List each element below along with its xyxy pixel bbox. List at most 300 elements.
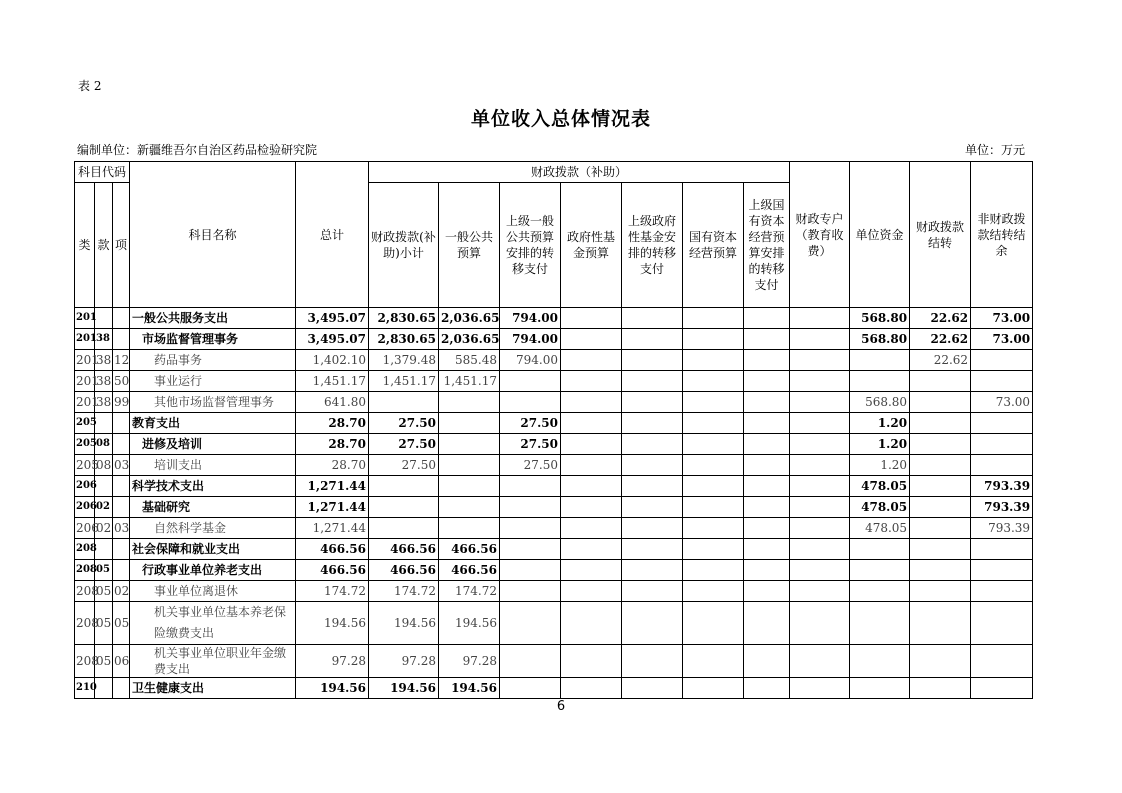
cell-name: 科学技术支出: [130, 476, 296, 497]
cell-upper-state-capital: [744, 518, 790, 539]
cell-upper-general: [500, 602, 561, 645]
code-xiang: [113, 560, 130, 581]
code-lei: 210: [75, 678, 95, 699]
cell-gov-fund: [561, 518, 622, 539]
header-fiscal-subtotal: 财政拨款(补助)小计: [369, 183, 439, 308]
cell-unit-funds: [850, 560, 910, 581]
code-kuan: 38: [95, 392, 113, 413]
cell-upper-general: 27.50: [500, 413, 561, 434]
currency-unit: 单位：万元: [965, 143, 1026, 157]
code-kuan: 05: [95, 645, 113, 678]
cell-state-capital: [683, 560, 744, 581]
code-lei: 205: [75, 455, 95, 476]
cell-gov-fund: [561, 329, 622, 350]
cell-upper-gov-fund: [622, 350, 683, 371]
header-kuan: 款: [95, 183, 113, 308]
cell-general: [439, 434, 500, 455]
cell-upper-state-capital: [744, 329, 790, 350]
cell-unit-funds: [850, 539, 910, 560]
header-name: 科目名称: [130, 162, 296, 308]
cell-subtotal: [369, 476, 439, 497]
cell-special: [790, 602, 850, 645]
cell-subtotal: [369, 518, 439, 539]
cell-state-capital: [683, 497, 744, 518]
cell-upper-state-capital: [744, 392, 790, 413]
code-lei: 201: [75, 308, 95, 329]
cell-state-capital: [683, 392, 744, 413]
cell-unit-funds: [850, 371, 910, 392]
cell-general: [439, 497, 500, 518]
cell-nonfiscal-carry: [971, 560, 1033, 581]
cell-nonfiscal-carry: 793.39: [971, 518, 1033, 539]
cell-total: 1,271.44: [296, 497, 369, 518]
cell-gov-fund: [561, 678, 622, 699]
cell-upper-gov-fund: [622, 455, 683, 476]
cell-fiscal-carry: [910, 581, 971, 602]
code-xiang: 03: [113, 455, 130, 476]
cell-special: [790, 371, 850, 392]
cell-upper-state-capital: [744, 371, 790, 392]
cell-name: 市场监督管理事务: [130, 329, 296, 350]
cell-upper-general: [500, 581, 561, 602]
cell-nonfiscal-carry: [971, 678, 1033, 699]
cell-unit-funds: [850, 581, 910, 602]
code-lei: 208: [75, 645, 95, 678]
cell-unit-funds: 1.20: [850, 413, 910, 434]
cell-state-capital: [683, 350, 744, 371]
cell-total: 3,495.07: [296, 329, 369, 350]
code-kuan: 08: [95, 434, 113, 455]
cell-subtotal: 97.28: [369, 645, 439, 678]
code-lei: 205: [75, 413, 95, 434]
cell-upper-gov-fund: [622, 602, 683, 645]
cell-state-capital: [683, 678, 744, 699]
code-kuan: 08: [95, 455, 113, 476]
header-fiscal-special: 财政专户（教育收费）: [790, 162, 850, 308]
cell-name: 药品事务: [130, 350, 296, 371]
cell-name: 机关事业单位职业年金缴费支出: [130, 645, 296, 678]
cell-name: 进修及培训: [130, 434, 296, 455]
cell-subtotal: 194.56: [369, 678, 439, 699]
table-row: [75, 645, 1033, 678]
cell-gov-fund: [561, 350, 622, 371]
code-xiang: [113, 678, 130, 699]
cell-subtotal: 27.50: [369, 455, 439, 476]
code-kuan: 38: [95, 350, 113, 371]
cell-total: 97.28: [296, 645, 369, 678]
code-lei: 201: [75, 350, 95, 371]
cell-fiscal-carry: [910, 371, 971, 392]
cell-nonfiscal-carry: [971, 350, 1033, 371]
cell-special: [790, 350, 850, 371]
cell-nonfiscal-carry: [971, 645, 1033, 678]
code-xiang: 02: [113, 581, 130, 602]
cell-name: 机关事业单位基本养老保险缴费支出: [130, 602, 296, 645]
cell-state-capital: [683, 645, 744, 678]
cell-total: 194.56: [296, 602, 369, 645]
cell-state-capital: [683, 602, 744, 645]
cell-upper-gov-fund: [622, 413, 683, 434]
cell-nonfiscal-carry: [971, 434, 1033, 455]
cell-upper-general: [500, 645, 561, 678]
table-row: [75, 539, 1033, 560]
cell-general: 194.56: [439, 678, 500, 699]
cell-unit-funds: [850, 350, 910, 371]
cell-upper-general: 27.50: [500, 455, 561, 476]
cell-name: 行政事业单位养老支出: [130, 560, 296, 581]
cell-general: 174.72: [439, 581, 500, 602]
cell-special: [790, 560, 850, 581]
header-upper-state-capital-transfer: 上级国有资本经营预算安排的转移支付: [744, 183, 790, 308]
cell-name: 一般公共服务支出: [130, 308, 296, 329]
code-kuan: [95, 308, 113, 329]
cell-general: 1,451.17: [439, 371, 500, 392]
cell-unit-funds: [850, 645, 910, 678]
cell-name: 自然科学基金: [130, 518, 296, 539]
cell-upper-gov-fund: [622, 560, 683, 581]
cell-name: 事业单位离退休: [130, 581, 296, 602]
header-state-capital: 国有资本经营预算: [683, 183, 744, 308]
cell-total: 1,271.44: [296, 518, 369, 539]
cell-nonfiscal-carry: [971, 413, 1033, 434]
cell-state-capital: [683, 329, 744, 350]
header-upper-gov-fund-transfer: 上级政府性基金安排的转移支付: [622, 183, 683, 308]
header-fiscal-carryover: 财政拨款结转: [910, 162, 971, 308]
cell-general: 2,036.65: [439, 308, 500, 329]
cell-special: [790, 308, 850, 329]
cell-upper-general: [500, 518, 561, 539]
cell-unit-funds: 478.05: [850, 476, 910, 497]
cell-total: 28.70: [296, 413, 369, 434]
cell-fiscal-carry: 22.62: [910, 329, 971, 350]
cell-subtotal: 466.56: [369, 560, 439, 581]
cell-upper-gov-fund: [622, 434, 683, 455]
code-xiang: 06: [113, 645, 130, 678]
cell-state-capital: [683, 413, 744, 434]
cell-unit-funds: 1.20: [850, 434, 910, 455]
cell-subtotal: 1,379.48: [369, 350, 439, 371]
page-number: 6: [556, 699, 566, 714]
table-row: [75, 518, 1033, 539]
compiling-unit: 编制单位：新疆维吾尔自治区药品检验研究院: [77, 143, 318, 157]
table-row: [75, 413, 1033, 434]
code-kuan: [95, 476, 113, 497]
cell-gov-fund: [561, 434, 622, 455]
header-code-group: 科目代码: [75, 162, 130, 183]
code-xiang: 05: [113, 602, 130, 645]
cell-total: 28.70: [296, 434, 369, 455]
cell-upper-general: 794.00: [500, 350, 561, 371]
table-row: [75, 476, 1033, 497]
cell-unit-funds: 568.80: [850, 392, 910, 413]
cell-fiscal-carry: [910, 497, 971, 518]
code-lei: 201: [75, 392, 95, 413]
cell-upper-gov-fund: [622, 518, 683, 539]
cell-subtotal: 194.56: [369, 602, 439, 645]
cell-nonfiscal-carry: [971, 371, 1033, 392]
header-nonfiscal-carryover: 非财政拨款结转结余: [971, 162, 1033, 308]
cell-total: 1,271.44: [296, 476, 369, 497]
cell-fiscal-carry: 22.62: [910, 308, 971, 329]
cell-upper-gov-fund: [622, 581, 683, 602]
cell-gov-fund: [561, 645, 622, 678]
code-xiang: 03: [113, 518, 130, 539]
cell-fiscal-carry: [910, 413, 971, 434]
cell-gov-fund: [561, 392, 622, 413]
cell-unit-funds: [850, 602, 910, 645]
code-xiang: [113, 539, 130, 560]
cell-upper-gov-fund: [622, 539, 683, 560]
cell-general: [439, 476, 500, 497]
cell-upper-state-capital: [744, 413, 790, 434]
cell-nonfiscal-carry: 73.00: [971, 392, 1033, 413]
header-upper-general-transfer: 上级一般公共预算安排的转移支付: [500, 183, 561, 308]
cell-general: [439, 392, 500, 413]
code-lei: 205: [75, 434, 95, 455]
cell-subtotal: 2,830.65: [369, 329, 439, 350]
code-kuan: 38: [95, 371, 113, 392]
header-gov-fund: 政府性基金预算: [561, 183, 622, 308]
cell-name: 卫生健康支出: [130, 678, 296, 699]
cell-upper-general: [500, 560, 561, 581]
header-total: 总计: [296, 162, 369, 308]
code-kuan: 02: [95, 497, 113, 518]
cell-nonfiscal-carry: 73.00: [971, 329, 1033, 350]
table-row: [75, 371, 1033, 392]
cell-upper-state-capital: [744, 497, 790, 518]
header-lei: 类: [75, 183, 95, 308]
cell-state-capital: [683, 308, 744, 329]
table-row: [75, 308, 1033, 329]
cell-upper-gov-fund: [622, 329, 683, 350]
cell-total: 3,495.07: [296, 308, 369, 329]
cell-upper-gov-fund: [622, 308, 683, 329]
cell-total: 1,402.10: [296, 350, 369, 371]
table-row: [75, 602, 1033, 645]
cell-upper-gov-fund: [622, 476, 683, 497]
cell-state-capital: [683, 518, 744, 539]
cell-fiscal-carry: [910, 678, 971, 699]
cell-unit-funds: 568.80: [850, 308, 910, 329]
code-lei: 206: [75, 497, 95, 518]
cell-upper-state-capital: [744, 539, 790, 560]
cell-upper-general: 27.50: [500, 434, 561, 455]
cell-nonfiscal-carry: [971, 602, 1033, 645]
table-row: [75, 678, 1033, 699]
code-lei: 208: [75, 560, 95, 581]
cell-name: 事业运行: [130, 371, 296, 392]
cell-gov-fund: [561, 497, 622, 518]
cell-total: 194.56: [296, 678, 369, 699]
cell-fiscal-carry: [910, 602, 971, 645]
cell-special: [790, 476, 850, 497]
cell-general: [439, 455, 500, 476]
cell-upper-general: [500, 476, 561, 497]
cell-upper-state-capital: [744, 645, 790, 678]
income-summary-table: [74, 161, 1033, 699]
cell-gov-fund: [561, 371, 622, 392]
cell-subtotal: 1,451.17: [369, 371, 439, 392]
cell-state-capital: [683, 476, 744, 497]
cell-nonfiscal-carry: [971, 455, 1033, 476]
code-xiang: [113, 497, 130, 518]
cell-state-capital: [683, 434, 744, 455]
cell-special: [790, 392, 850, 413]
cell-fiscal-carry: [910, 434, 971, 455]
cell-gov-fund: [561, 560, 622, 581]
cell-special: [790, 645, 850, 678]
cell-subtotal: 2,830.65: [369, 308, 439, 329]
cell-general: 97.28: [439, 645, 500, 678]
cell-special: [790, 329, 850, 350]
cell-unit-funds: [850, 678, 910, 699]
cell-upper-general: 794.00: [500, 329, 561, 350]
cell-unit-funds: 478.05: [850, 518, 910, 539]
code-kuan: 38: [95, 329, 113, 350]
cell-general: [439, 413, 500, 434]
cell-upper-gov-fund: [622, 678, 683, 699]
cell-upper-general: [500, 678, 561, 699]
table-row: [75, 350, 1033, 371]
code-kuan: [95, 539, 113, 560]
cell-fiscal-carry: [910, 560, 971, 581]
cell-name: 培训支出: [130, 455, 296, 476]
code-lei: 208: [75, 581, 95, 602]
cell-name: 社会保障和就业支出: [130, 539, 296, 560]
code-kuan: [95, 413, 113, 434]
cell-nonfiscal-carry: [971, 539, 1033, 560]
code-xiang: [113, 434, 130, 455]
cell-upper-general: 794.00: [500, 308, 561, 329]
cell-gov-fund: [561, 581, 622, 602]
cell-fiscal-carry: [910, 476, 971, 497]
table-body: [75, 308, 1033, 699]
cell-nonfiscal-carry: [971, 581, 1033, 602]
code-lei: 206: [75, 518, 95, 539]
table-row: [75, 392, 1033, 413]
cell-state-capital: [683, 455, 744, 476]
cell-total: 174.72: [296, 581, 369, 602]
cell-gov-fund: [561, 539, 622, 560]
cell-general: 466.56: [439, 560, 500, 581]
cell-upper-state-capital: [744, 434, 790, 455]
cell-special: [790, 434, 850, 455]
cell-gov-fund: [561, 308, 622, 329]
code-kuan: 05: [95, 602, 113, 645]
header-unit-funds: 单位资金: [850, 162, 910, 308]
table-row: [75, 581, 1033, 602]
cell-general: [439, 518, 500, 539]
cell-special: [790, 497, 850, 518]
cell-upper-gov-fund: [622, 371, 683, 392]
code-kuan: 05: [95, 560, 113, 581]
header-general-budget: 一般公共预算: [439, 183, 500, 308]
cell-upper-state-capital: [744, 560, 790, 581]
cell-general: 2,036.65: [439, 329, 500, 350]
table-row: [75, 329, 1033, 350]
cell-special: [790, 518, 850, 539]
code-lei: 208: [75, 539, 95, 560]
cell-upper-general: [500, 392, 561, 413]
cell-name: 教育支出: [130, 413, 296, 434]
cell-upper-state-capital: [744, 678, 790, 699]
header-fiscal-group: 财政拨款（补助）: [369, 162, 790, 183]
code-lei: 201: [75, 371, 95, 392]
cell-special: [790, 455, 850, 476]
cell-name: 其他市场监督管理事务: [130, 392, 296, 413]
cell-special: [790, 581, 850, 602]
cell-upper-state-capital: [744, 602, 790, 645]
cell-upper-state-capital: [744, 455, 790, 476]
table-row: [75, 560, 1033, 581]
cell-subtotal: 174.72: [369, 581, 439, 602]
code-xiang: [113, 329, 130, 350]
cell-special: [790, 678, 850, 699]
cell-upper-general: [500, 539, 561, 560]
code-xiang: [113, 476, 130, 497]
code-kuan: 02: [95, 518, 113, 539]
cell-upper-gov-fund: [622, 497, 683, 518]
cell-subtotal: 27.50: [369, 434, 439, 455]
code-xiang: 99: [113, 392, 130, 413]
cell-nonfiscal-carry: 793.39: [971, 497, 1033, 518]
document-title: 单位收入总体情况表: [470, 108, 651, 130]
cell-state-capital: [683, 581, 744, 602]
cell-upper-state-capital: [744, 350, 790, 371]
code-kuan: [95, 678, 113, 699]
cell-fiscal-carry: [910, 539, 971, 560]
cell-unit-funds: 1.20: [850, 455, 910, 476]
code-xiang: 12: [113, 350, 130, 371]
cell-fiscal-carry: 22.62: [910, 350, 971, 371]
table-row: [75, 497, 1033, 518]
cell-total: 466.56: [296, 539, 369, 560]
cell-subtotal: [369, 392, 439, 413]
cell-subtotal: 466.56: [369, 539, 439, 560]
cell-subtotal: 27.50: [369, 413, 439, 434]
cell-total: 1,451.17: [296, 371, 369, 392]
cell-fiscal-carry: [910, 518, 971, 539]
cell-total: 641.80: [296, 392, 369, 413]
cell-gov-fund: [561, 413, 622, 434]
code-kuan: 05: [95, 581, 113, 602]
header-xiang: 项: [113, 183, 130, 308]
cell-upper-state-capital: [744, 476, 790, 497]
cell-gov-fund: [561, 476, 622, 497]
table-row: [75, 455, 1033, 476]
cell-upper-state-capital: [744, 581, 790, 602]
cell-total: 28.70: [296, 455, 369, 476]
cell-upper-general: [500, 497, 561, 518]
table-header: [75, 162, 1033, 308]
cell-nonfiscal-carry: 73.00: [971, 308, 1033, 329]
cell-special: [790, 413, 850, 434]
cell-subtotal: [369, 497, 439, 518]
code-lei: 208: [75, 602, 95, 645]
cell-upper-gov-fund: [622, 392, 683, 413]
cell-gov-fund: [561, 455, 622, 476]
cell-general: 466.56: [439, 539, 500, 560]
cell-upper-general: [500, 371, 561, 392]
code-lei: 201: [75, 329, 95, 350]
cell-fiscal-carry: [910, 392, 971, 413]
table-number: 表 2: [78, 79, 102, 93]
code-xiang: [113, 308, 130, 329]
cell-state-capital: [683, 371, 744, 392]
cell-unit-funds: 568.80: [850, 329, 910, 350]
cell-gov-fund: [561, 602, 622, 645]
cell-special: [790, 539, 850, 560]
